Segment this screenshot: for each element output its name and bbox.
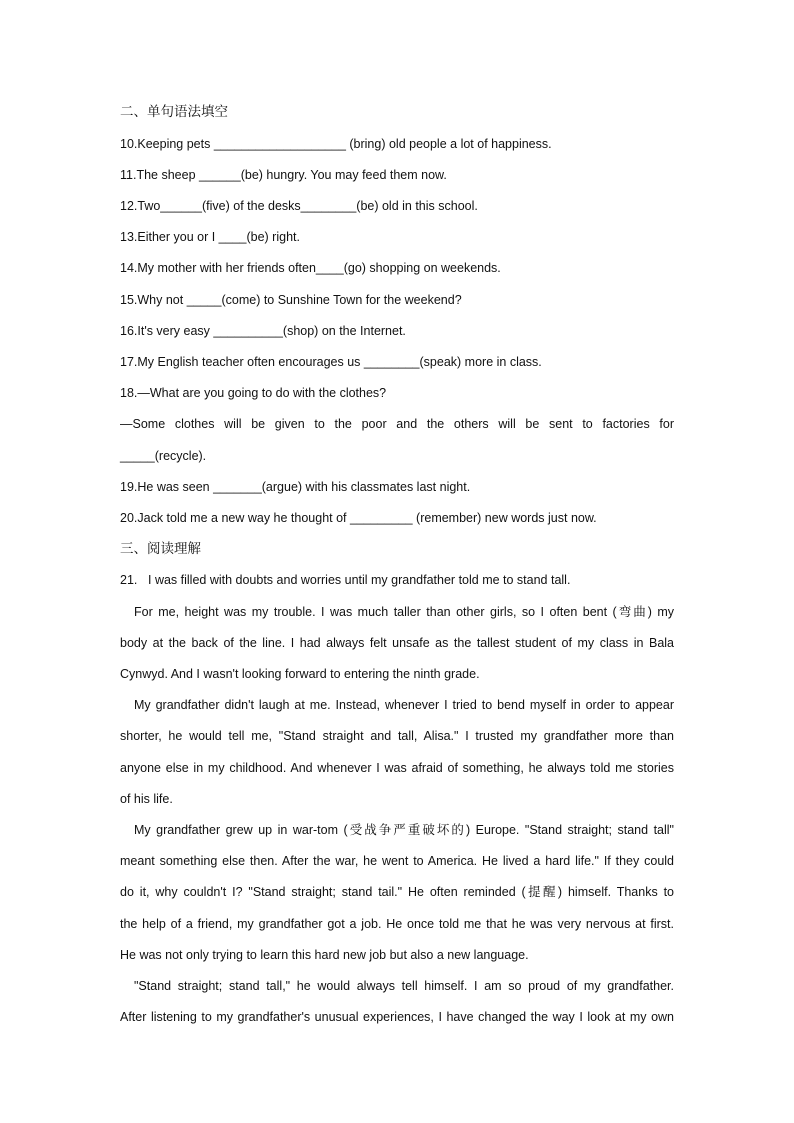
passage-line: the help of a friend, my grandfather got a job. He once told me that he was very nervous at first. <box>120 917 674 931</box>
passage-line: Cynwyd. And I wasn't looking forward to entering the ninth grade. <box>120 667 480 681</box>
question-18-dialog-a: —Some clothes will be given to the poor and the others will be sent to factories for <box>120 417 674 431</box>
passage-line: For me, height was my trouble. I was much taller than other girls, so I often bent (弯曲) my <box>134 605 674 619</box>
question-21-intro <box>120 572 570 588</box>
question-20: 20.Jack told me a new way he thought of _________ (remember) new words just now. <box>120 511 597 525</box>
question-17: 17.My English teacher often encourages us ________(speak) more in class. <box>120 355 542 369</box>
question-16: 16.It's very easy __________(shop) on the Internet. <box>120 324 406 338</box>
section-heading-grammar: 二、单句语法填空 <box>120 104 228 119</box>
passage-line: My grandfather didn't laugh at me. Instead, whenever I tried to bend myself in order to appear <box>134 698 674 712</box>
question-19: 19.He was seen _______(argue) with his classmates last night. <box>120 480 471 494</box>
question-21-number: 21. <box>120 573 138 587</box>
passage-line: After listening to my grandfather's unusual experiences, I have changed the way I look at my own <box>120 1010 674 1024</box>
passage-line: do it, why couldn't I? "Stand straight; stand tail." He often reminded (提醒) himself. Thanks to <box>120 885 674 899</box>
question-21-first-line: I was filled with doubts and worries until my grandfather told me to stand tall. <box>148 573 571 587</box>
question-15: 15.Why not _____(come) to Sunshine Town for the weekend? <box>120 293 462 307</box>
passage-line: My grandfather grew up in war-tom (受战争严重破坏的) Europe. "Stand straight; stand tall" <box>134 823 674 837</box>
passage-line: "Stand straight; stand tall," he would always tell himself. I am so proud of my grandfather. <box>134 979 674 993</box>
question-10: 10.Keeping pets ___________________ (bring) old people a lot of happiness. <box>120 137 552 151</box>
passage-line: He was not only trying to learn this hard new job but also a new language. <box>120 948 529 962</box>
passage-line: body at the back of the line. I had always felt unsafe as the tallest student of my class in Bala <box>120 636 674 650</box>
question-18-dialog-q: 18.—What are you going to do with the clothes? <box>120 386 387 400</box>
question-14: 14.My mother with her friends often____(go) shopping on weekends. <box>120 261 501 275</box>
passage-line: meant something else then. After the war, he went to America. He lived a hard life." If they could <box>120 854 674 868</box>
question-18-blank: _____(recycle). <box>120 449 207 463</box>
question-11: 11.The sheep ______(be) hungry. You may feed them now. <box>120 168 447 182</box>
passage-line: anyone else in my childhood. And whenever I was afraid of something, he always told me stories <box>120 761 674 775</box>
passage-line: of his life. <box>120 792 173 806</box>
question-12: 12.Two______(five) of the desks________(be) old in this school. <box>120 199 478 213</box>
passage-line: shorter, he would tell me, "Stand straight and tall, Alisa." I trusted my grandfather more than <box>120 729 674 743</box>
section-heading-reading: 三、阅读理解 <box>120 541 201 556</box>
question-13: 13.Either you or I ____(be) right. <box>120 230 300 244</box>
